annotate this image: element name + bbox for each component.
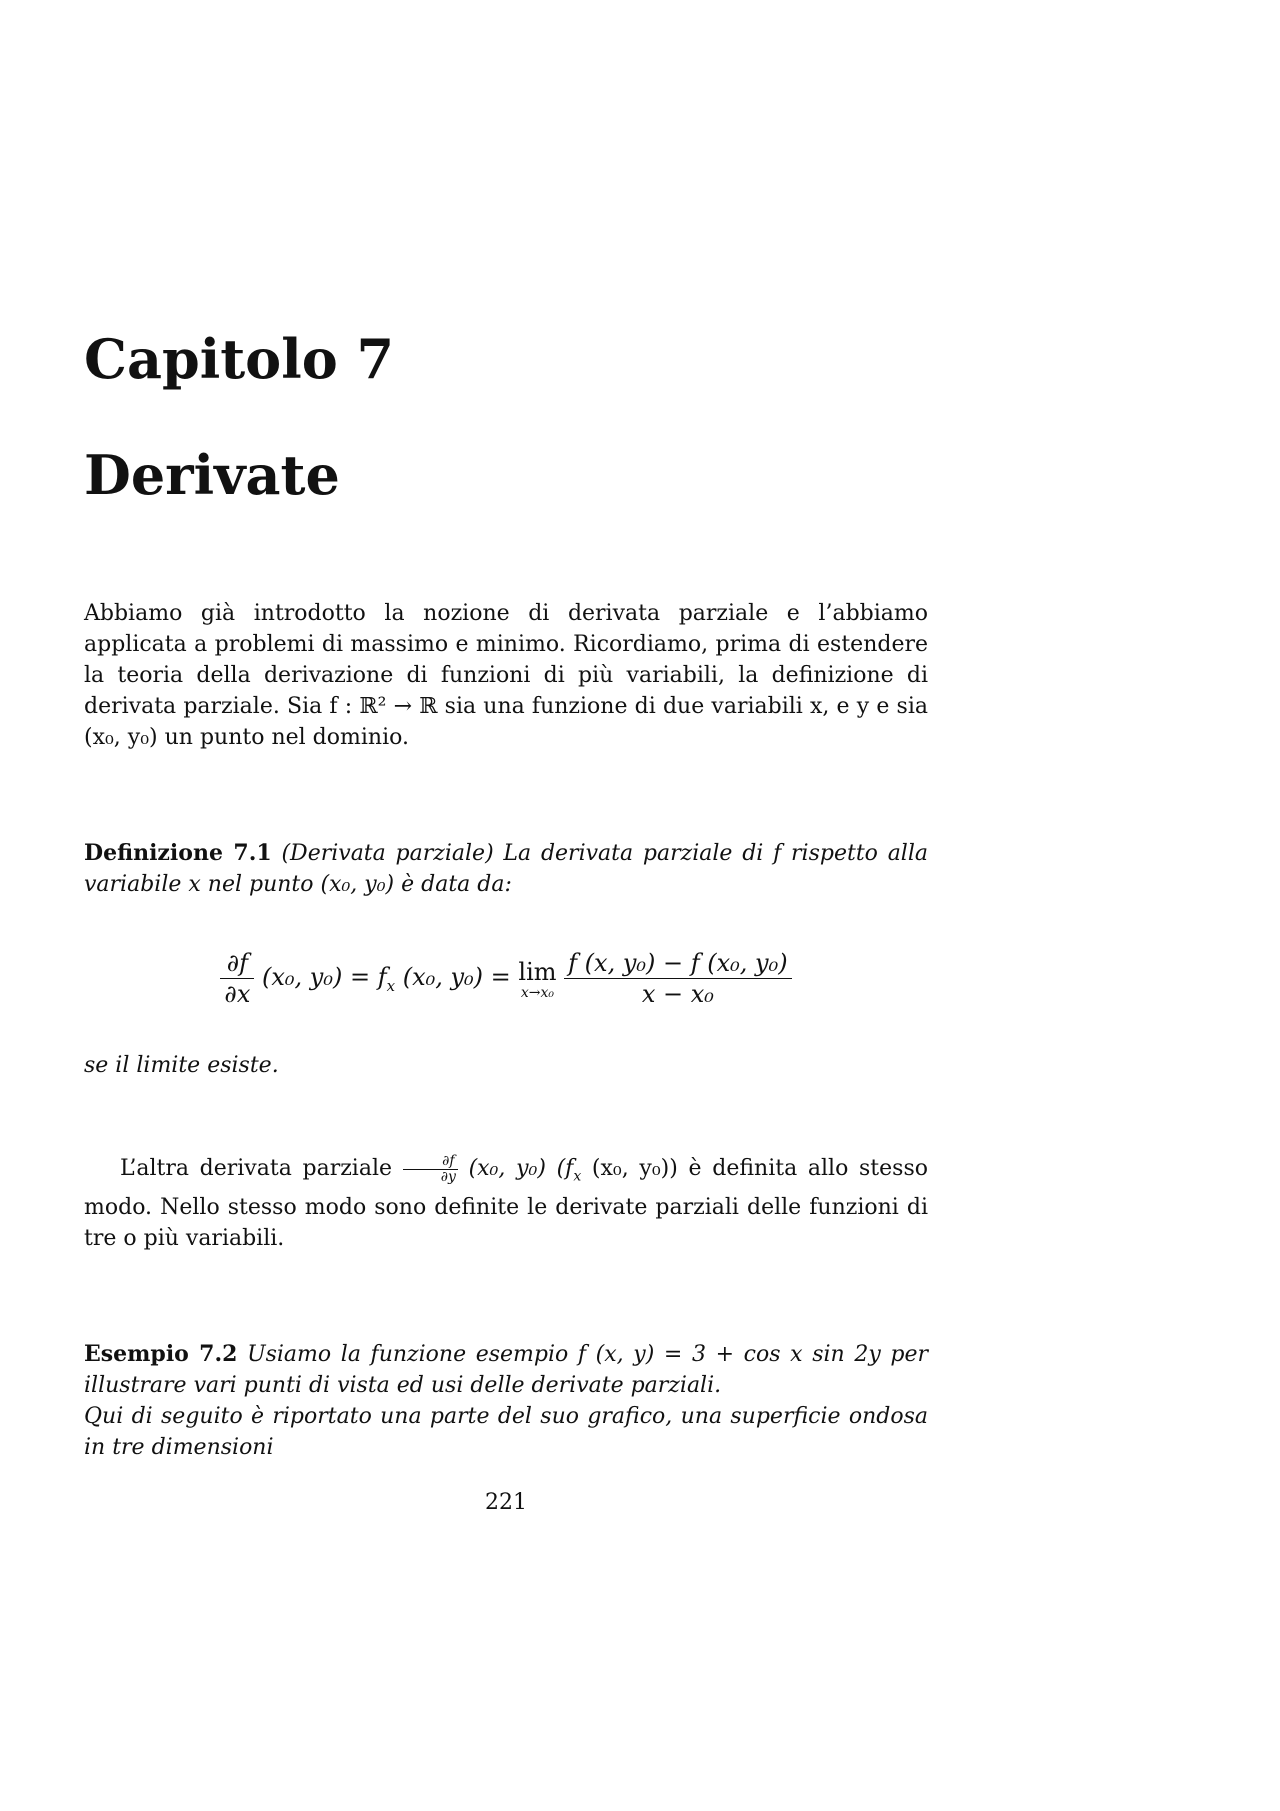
rhs-fraction <box>564 948 791 1009</box>
limit-operator <box>518 958 556 1000</box>
lhs-fraction <box>220 948 254 1009</box>
example-text-2: Qui di seguito è riportato una parte del suo grafico, una superficie ondosa in tre dimensioni <box>84 1404 928 1460</box>
second-paragraph <box>84 1153 928 1254</box>
limit-word: lim <box>518 957 557 986</box>
definition-text: (Derivata parziale) La derivata parziale di f rispetto alla variabile x nel punto (x₀, y₀) è data da: <box>84 841 928 897</box>
intro-paragraph: Abbiamo già introdotto la nozione di derivata parziale e l’abbiamo applicata a problemi di massimo e minimo. Ricordiamo, prima di estendere la teoria della derivazione di funzioni di più variabili, la definizione di derivata parziale. Sia f : ℝ² → ℝ sia una funzione di due variabili x, e y e sia (x₀, y₀) un punto nel dominio. <box>84 601 928 750</box>
example-block <box>84 1339 928 1463</box>
partial-y-denominator: ∂y <box>440 1168 456 1185</box>
p2-after: (x₀, y₀) (f <box>457 1156 574 1181</box>
example-text: Usiamo la funzione esempio f (x, y) = 3 + cos x sin 2y per illustrare vari punti di vista ed usi delle derivate parziali. <box>84 1342 928 1398</box>
lhs-numerator: ∂f <box>220 948 254 979</box>
page-number: 221 <box>485 1490 527 1515</box>
definition-block <box>84 838 928 900</box>
partial-derivative-formula <box>0 948 1012 1009</box>
chapter-title: Derivate <box>84 443 340 507</box>
limit-subscript: x→x₀ <box>520 984 555 1001</box>
lhs-denominator: ∂x <box>224 980 251 1008</box>
rhs-denominator: x − x₀ <box>641 980 714 1008</box>
definition-condition: se il limite esiste. <box>84 1053 279 1078</box>
partial-y-numerator: ∂f <box>403 1154 458 1170</box>
p2-before: L’altra derivata parziale <box>120 1156 403 1181</box>
rhs-numerator: f (x, y₀) − f (x₀, y₀) <box>564 948 791 979</box>
p2-fx-subscript: x <box>573 1168 582 1185</box>
p2-rest: (x₀, y₀)) è definita allo stesso modo. Nello stesso modo sono definite le derivate parziali delle funzioni di tre o più variabili. <box>84 1156 928 1252</box>
partial-y-fraction <box>403 1154 458 1185</box>
mid-expression: (x₀, y₀) = <box>402 963 511 991</box>
definition-label: Definizione 7.1 <box>84 840 272 866</box>
example-label: Esempio 7.2 <box>84 1341 238 1367</box>
fx-subscript: x <box>386 976 396 995</box>
lhs-args: (x₀, y₀) = f <box>262 963 387 991</box>
chapter-label: Capitolo 7 <box>84 327 395 391</box>
